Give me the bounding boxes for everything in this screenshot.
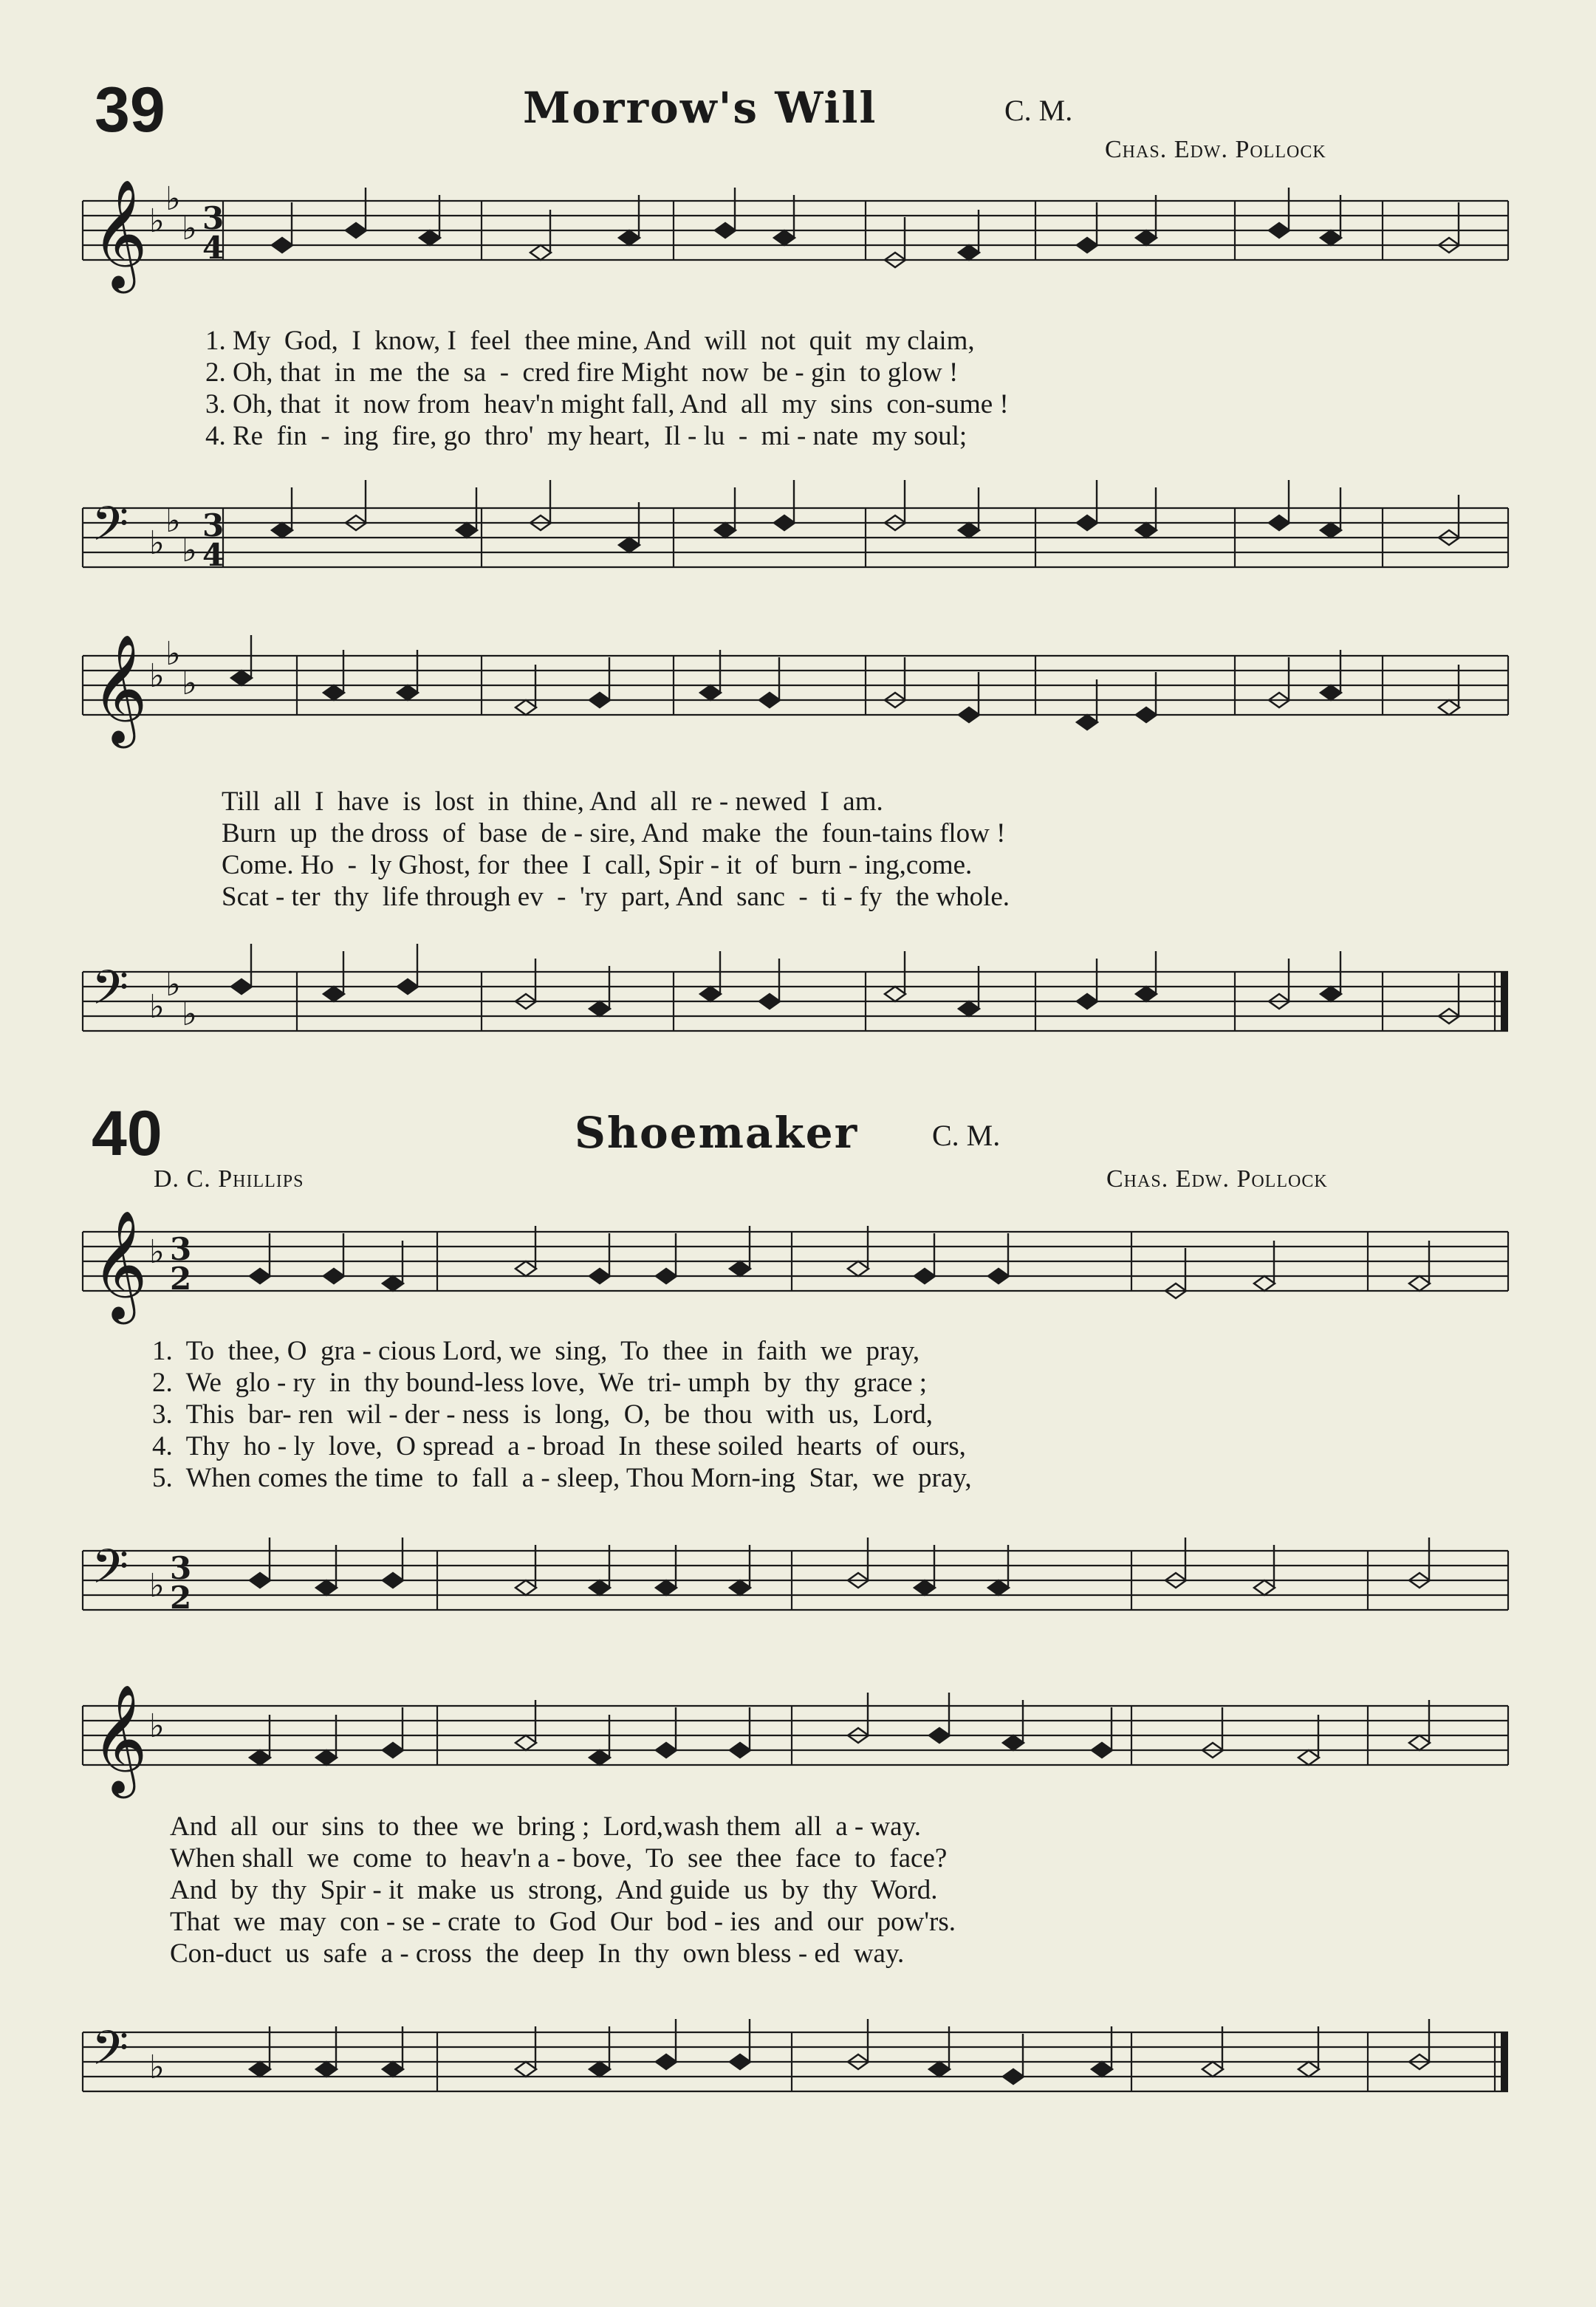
note-head [1092,2026,1112,2077]
note-head [1439,665,1459,715]
final-barline-thick [1501,2032,1508,2091]
note-head [619,502,640,552]
treble-clef-icon: 𝄞 [92,179,148,289]
hymn-40-author: D. C. Phillips [154,1165,304,1193]
note-head [516,2026,536,2077]
note-head [419,195,440,245]
note-head [730,1707,750,1758]
hymn-40-verse-5-line-b: Con-duct us safe a - cross the deep In thy own bless - ed way. [170,1939,905,1969]
time-signature-bottom: 2 [170,1580,192,1616]
hymn-39-verse-2-line-a: 2. Oh, that in me the sa - cred fire Might now be - gin to glow ! [205,357,959,388]
treble-clef-icon: 𝄞 [92,1684,148,1794]
note-head [1077,959,1097,1009]
note-head [715,188,736,238]
time-signature-top: 3 [202,200,225,236]
note-head [619,195,640,245]
note-head [774,480,795,530]
note-head [589,1715,610,1765]
bass-clef-icon: 𝄢 [92,497,129,563]
note-head [589,1545,610,1595]
note-head [1136,487,1157,538]
note-head [1077,679,1097,730]
note-head [1409,1700,1430,1750]
note-head [759,959,780,1009]
note-head [231,944,252,994]
time-signature-top: 3 [202,507,225,544]
note-head [1092,1707,1112,1758]
note-head [885,951,905,1001]
flat-icon: ♭ [149,2049,165,2086]
hymn-39-verses-first-half [205,325,1009,452]
note-head [383,1241,403,1291]
note-head [700,951,721,1001]
note-head [250,1538,270,1588]
note-head [759,657,780,707]
bass-clef-icon: 𝄢 [92,961,129,1027]
hymn-39-verse-3-line-b: Come. Ho - ly Ghost, for thee I call, Spir - it of burn - ing,come. [222,850,973,880]
hymn-40-system-2-treble-staff [83,1684,1508,1794]
note-head [959,487,979,538]
note-head [1298,1715,1319,1765]
note-head [589,1233,610,1283]
note-head [589,966,610,1016]
note-head [1298,2026,1319,2077]
note-head [323,1233,344,1283]
time-signature-bottom: 4 [202,537,225,573]
hymn-39-title: Morrow's Will [523,83,877,133]
note-head [1321,487,1341,538]
note-head [730,2019,750,2069]
hymn-40-verse-5-line-a: 5. When comes the time to fall a - sleep, Thou Morn-ing Star, we pray, [152,1463,972,1493]
hymn-39-system-2-bass-staff [83,957,1508,1060]
note-head [929,1693,950,1743]
note-head [1136,672,1157,722]
flat-icon: ♭ [182,532,197,569]
note-head [656,1233,677,1283]
note-head [1321,650,1341,700]
note-head [1136,951,1157,1001]
note-head [1003,2034,1024,2084]
flat-icon: ♭ [149,657,165,695]
flat-icon: ♭ [149,202,165,240]
hymn-40-verse-2-line-b: When shall we come to heav'n a - bove, To see thee face to face? [170,1843,948,1874]
note-head [656,1545,677,1595]
flat-icon: ♭ [182,665,197,702]
hymn-39-verse-4-line-b: Scat - ter thy life through ev - 'ry part, And sanc - ti - fy the whole. [222,882,1010,912]
hymn-40-meter: C. M. [932,1119,1001,1152]
hymn-40-verse-1-line-b: And all our sins to thee we bring ; Lord,wash them all a - way. [170,1811,921,1842]
flat-icon: ♭ [182,995,197,1033]
note-head [316,2026,337,2077]
note-head [848,1226,869,1276]
hymn-39-verse-1-line-a: 1. My God, I know, I feel thee mine, And will not quit my claim, [205,326,975,356]
note-head [715,487,736,538]
note-head [1321,195,1341,245]
hymn-40-title: Shoemaker [575,1108,859,1158]
note-head [589,657,610,707]
flat-icon: ♭ [149,1233,165,1271]
time-signature-top: 3 [170,1550,192,1586]
hymn-40-verses-second-half [170,1811,956,1970]
time-signature-bottom: 4 [202,230,225,266]
note-head [397,944,418,994]
hymn-40-system-2-bass-staff [83,2018,1508,2121]
note-head [516,1700,536,1750]
hymn-40-verse-4-line-b: That we may con - se - crate to God Our bod - ies and our pow'rs. [170,1907,956,1937]
hymn-39-system-2-treble-staff [83,634,1508,744]
flat-icon: ♭ [149,1567,165,1605]
note-head [1269,188,1290,238]
note-head [988,1233,1009,1283]
flat-icon: ♭ [149,1707,165,1745]
note-head [959,966,979,1016]
note-head [383,2026,403,2077]
note-head [1254,1241,1275,1291]
bass-clef-icon: 𝄢 [92,2021,129,2088]
note-head [1003,1700,1024,1750]
note-head [397,650,418,700]
hymn-40-verse-3-line-a: 3. This bar- ren wil - der - ness is long, O, be thou with us, Lord, [152,1399,934,1430]
note-head [656,2019,677,2069]
note-head [959,210,979,260]
note-head [1077,480,1097,530]
flat-icon: ♭ [149,524,165,562]
treble-clef-icon: 𝄞 [92,1210,148,1320]
note-head [250,1715,270,1765]
flat-icon: ♭ [165,502,181,540]
flat-icon: ♭ [165,180,181,218]
note-head [914,1545,935,1595]
flat-icon: ♭ [165,635,181,673]
note-head [959,672,979,722]
flat-icon: ♭ [182,210,197,247]
hymn-39-verse-4-line-a: 4. Re fin - ing fire, go thro' my heart, Il - lu - mi - nate my soul; [205,421,967,451]
time-signature-bottom: 2 [170,1261,192,1297]
note-head [1077,202,1097,253]
hymn-40-system-1-bass-staff [83,1536,1508,1639]
hymn-40-verse-3-line-b: And by thy Spir - it make us strong, And guide us by thy Word. [170,1875,938,1905]
treble-clef-icon: 𝄞 [92,634,148,744]
note-head [516,665,536,715]
note-head [316,1715,337,1765]
note-head [530,210,551,260]
hymn-40-verses-first-half [152,1335,972,1494]
hymn-39-verse-3-line-a: 3. Oh, that it now from heav'n might fall, And all my sins con-sume ! [205,389,1009,419]
note-head [250,2026,270,2077]
hymn-39-system-1-bass-staff [83,493,1508,597]
bass-clef-icon: 𝄢 [92,1540,129,1606]
note-head [231,635,252,685]
note-head [700,650,721,700]
note-head [774,195,795,245]
hymn-39-verse-2-line-b: Burn up the dross of base de - sire, And make the foun-tains flow ! [222,818,1006,849]
note-head [730,1226,750,1276]
hymn-39-verses-second-half [222,786,1010,913]
hymn-40-number: 40 [92,1098,162,1169]
hymn-40-verse-1-line-a: 1. To thee, O gra - cious Lord, we sing, To thee in faith we pray, [152,1336,920,1366]
note-head [656,1707,677,1758]
note-head [988,1545,1009,1595]
note-head [929,2026,950,2077]
note-head [383,1538,403,1588]
time-signature-top: 3 [170,1231,192,1267]
note-head [914,1233,935,1283]
note-head [1202,2026,1223,2077]
note-head [516,1226,536,1276]
note-head [730,1545,750,1595]
note-head [1409,1241,1430,1291]
flat-icon: ♭ [149,988,165,1026]
note-head [272,202,292,253]
hymn-39-system-1-treble-staff [83,179,1508,289]
hymn-39-number: 39 [95,75,165,145]
note-head [316,1545,337,1595]
note-head [1254,1545,1275,1595]
hymn-40-verse-4-line-a: 4. Thy ho - ly love, O spread a - broad In these soiled hearts of ours, [152,1431,966,1461]
note-head [346,188,366,238]
hymn-40-system-1-treble-staff [83,1210,1508,1320]
hymn-39-verse-1-line-b: Till all I have is lost in thine, And all re - newed I am. [222,786,883,817]
note-head [323,650,344,700]
note-head [589,2026,610,2077]
note-head [1269,480,1290,530]
final-barline-thick [1501,972,1508,1031]
note-head [456,487,477,538]
note-head [383,1707,403,1758]
note-head [250,1233,270,1283]
hymn-39-composer: Chas. Edw. Pollock [1105,136,1326,163]
flat-icon: ♭ [165,966,181,1004]
note-head [272,487,292,538]
note-head [323,951,344,1001]
hymn-40-composer: Chas. Edw. Pollock [1106,1165,1328,1193]
note-head [1321,951,1341,1001]
hymn-40-verse-2-line-a: 2. We glo - ry in thy bound-less love, We tri- umph by thy grace ; [152,1368,928,1398]
hymn-39-meter: C. M. [1004,94,1073,127]
note-head [516,1545,536,1595]
note-head [1136,195,1157,245]
